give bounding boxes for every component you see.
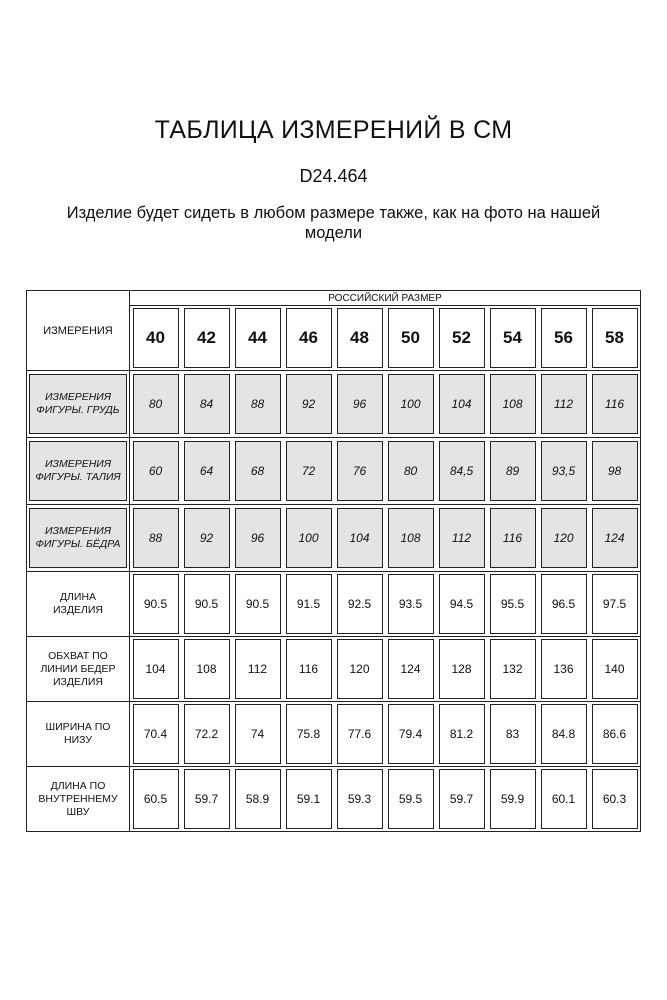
size-value: 56 [541,308,587,368]
cell-value: 60.3 [592,769,638,829]
size-value: 48 [337,308,383,368]
cell-value: 74 [235,704,281,764]
cell-value: 88 [235,374,281,434]
table-row [27,766,640,831]
table-cell [385,504,436,571]
cell-value: 100 [286,508,332,568]
table-cell [385,701,436,766]
cell-value: 94.5 [439,574,485,634]
table-cell [538,636,589,701]
size-value: 42 [184,308,230,368]
product-code: D24.464 [299,166,368,186]
cell-value: 59.7 [184,769,230,829]
table-cell [130,766,181,831]
size-value: 46 [286,308,332,368]
cell-value: 92.5 [337,574,383,634]
cell-value: 80 [388,441,434,501]
row-label: ИЗМЕРЕНИЯ ФИГУРЫ. ТАЛИЯ [29,441,127,501]
table-cell [385,437,436,504]
table-cell [589,766,640,831]
table-cell [589,571,640,636]
cell-value: 59.3 [337,769,383,829]
size-header-cell [385,306,436,370]
table-cell [283,370,334,437]
table-cell [436,504,487,571]
table-cell [181,370,232,437]
table-row [27,636,640,701]
table-cell [130,701,181,766]
cell-value: 104 [439,374,485,434]
cell-value: 136 [541,639,587,699]
cell-value: 84.8 [541,704,587,764]
cell-value: 104 [337,508,383,568]
table-cell [181,766,232,831]
table-cell [130,370,181,437]
cell-value: 59.1 [286,769,332,829]
size-value: 44 [235,308,281,368]
table-cell [589,437,640,504]
table-cell [385,571,436,636]
table-cell [334,571,385,636]
cell-value: 124 [388,639,434,699]
size-table-wrapper [26,290,641,832]
cell-value: 77.6 [337,704,383,764]
table-cell [334,766,385,831]
cell-value: 60.5 [133,769,179,829]
size-header-cell [181,306,232,370]
cell-value: 132 [490,639,536,699]
cell-value: 72.2 [184,704,230,764]
cell-value: 93,5 [541,441,587,501]
table-cell [232,437,283,504]
cell-value: 98 [592,441,638,501]
row-label-cell [27,571,130,636]
table-row [27,701,640,766]
table-cell [283,504,334,571]
cell-value: 128 [439,639,485,699]
cell-value: 112 [439,508,485,568]
table-cell [436,701,487,766]
cell-value: 92 [184,508,230,568]
row-label-cell [27,636,130,701]
size-table [26,290,641,832]
cell-value: 90.5 [235,574,281,634]
cell-value: 112 [235,639,281,699]
table-cell [436,571,487,636]
size-value: 50 [388,308,434,368]
cell-value: 124 [592,508,638,568]
cell-value: 92 [286,374,332,434]
cell-value: 58.9 [235,769,281,829]
cell-value: 70.4 [133,704,179,764]
size-value: 52 [439,308,485,368]
table-cell [589,370,640,437]
table-cell [538,437,589,504]
table-cell [385,766,436,831]
cell-value: 84,5 [439,441,485,501]
size-value: 54 [490,308,536,368]
size-header-cell [334,306,385,370]
cell-value: 95.5 [490,574,536,634]
table-cell [436,766,487,831]
table-cell [130,437,181,504]
cell-value: 116 [592,374,638,434]
cell-value: 108 [490,374,536,434]
table-cell [385,636,436,701]
table-cell [334,701,385,766]
table-row [27,370,640,437]
cell-value: 86.6 [592,704,638,764]
table-cell [181,701,232,766]
row-label-cell [27,370,130,437]
table-cell [130,636,181,701]
table-cell [232,504,283,571]
cell-value: 81.2 [439,704,485,764]
cell-value: 89 [490,441,536,501]
row-label: ИЗМЕРЕНИЯ ФИГУРЫ. БЁДРА [29,508,127,568]
size-header-cell [232,306,283,370]
cell-value: 68 [235,441,281,501]
table-row [27,571,640,636]
size-table-body [27,370,640,831]
table-cell [487,370,538,437]
row-label: ШИРИНА ПО НИЗУ [45,721,111,746]
table-cell [487,571,538,636]
row-label-cell [27,766,130,831]
table-cell [283,636,334,701]
row-label: ДЛИНА ИЗДЕЛИЯ [52,591,104,616]
table-cell [538,504,589,571]
table-cell [487,766,538,831]
page-title: ТАБЛИЦА ИЗМЕРЕНИЙ В СМ [154,116,513,144]
cell-value: 88 [133,508,179,568]
table-cell [538,370,589,437]
cell-value: 112 [541,374,587,434]
table-cell [538,701,589,766]
cell-value: 83 [490,704,536,764]
cell-value: 59.9 [490,769,536,829]
size-header-cell [436,306,487,370]
cell-value: 59.7 [439,769,485,829]
table-cell [487,437,538,504]
cell-value: 60.1 [541,769,587,829]
table-cell [334,504,385,571]
table-cell [232,766,283,831]
table-cell [283,437,334,504]
table-cell [232,636,283,701]
table-cell [436,636,487,701]
cell-value: 91.5 [286,574,332,634]
row-label-cell [27,701,130,766]
table-cell [181,636,232,701]
cell-value: 84 [184,374,230,434]
row-label-cell [27,437,130,504]
table-cell [436,437,487,504]
row-label: ИЗМЕРЕНИЯ ФИГУРЫ. ГРУДЬ [29,374,127,434]
table-cell [283,701,334,766]
cell-value: 59.5 [388,769,434,829]
table-cell [130,504,181,571]
row-label-cell [27,504,130,571]
size-value: 40 [133,308,179,368]
cell-value: 90.5 [184,574,230,634]
cell-value: 140 [592,639,638,699]
cell-value: 72 [286,441,332,501]
fit-note: Изделие будет сидеть в любом размере также, как на фото на нашей модели [66,204,601,242]
table-cell [334,370,385,437]
cell-value: 108 [184,639,230,699]
table-cell [181,437,232,504]
cell-value: 96 [337,374,383,434]
table-cell [232,571,283,636]
table-cell [283,571,334,636]
cell-value: 60 [133,441,179,501]
cell-value: 116 [490,508,536,568]
cell-value: 96.5 [541,574,587,634]
cell-value: 120 [541,508,587,568]
table-cell [181,504,232,571]
table-cell [181,571,232,636]
table-cell [487,701,538,766]
measurements-header: ИЗМЕРЕНИЯ [27,291,130,370]
row-label: ОБХВАТ ПО ЛИНИИ БЕДЕР ИЗДЕЛИЯ [40,649,116,688]
table-cell [385,370,436,437]
table-cell [487,636,538,701]
table-row [27,504,640,571]
table-cell [232,701,283,766]
size-header-cell [487,306,538,370]
cell-value: 120 [337,639,383,699]
table-cell [589,701,640,766]
table-cell [130,571,181,636]
cell-value: 90.5 [133,574,179,634]
cell-value: 93.5 [388,574,434,634]
russian-size-header: РОССИЙСКИЙ РАЗМЕР [130,291,640,306]
table-cell [538,571,589,636]
cell-value: 104 [133,639,179,699]
table-row [27,437,640,504]
cell-value: 64 [184,441,230,501]
cell-value: 97.5 [592,574,638,634]
cell-value: 96 [235,508,281,568]
table-cell [334,437,385,504]
cell-value: 79.4 [388,704,434,764]
cell-value: 76 [337,441,383,501]
table-cell [589,636,640,701]
table-cell [538,766,589,831]
cell-value: 80 [133,374,179,434]
table-cell [487,504,538,571]
cell-value: 75.8 [286,704,332,764]
size-header-cell [589,306,640,370]
table-cell [436,370,487,437]
row-label: ДЛИНА ПО ВНУТРЕННЕМУ ШВУ [38,779,118,818]
size-header-cell [538,306,589,370]
table-cell [283,766,334,831]
size-header-cell [283,306,334,370]
cell-value: 108 [388,508,434,568]
table-cell [334,636,385,701]
cell-value: 116 [286,639,332,699]
size-value: 58 [592,308,638,368]
table-cell [232,370,283,437]
table-cell [589,504,640,571]
cell-value: 100 [388,374,434,434]
size-header-cell [130,306,181,370]
